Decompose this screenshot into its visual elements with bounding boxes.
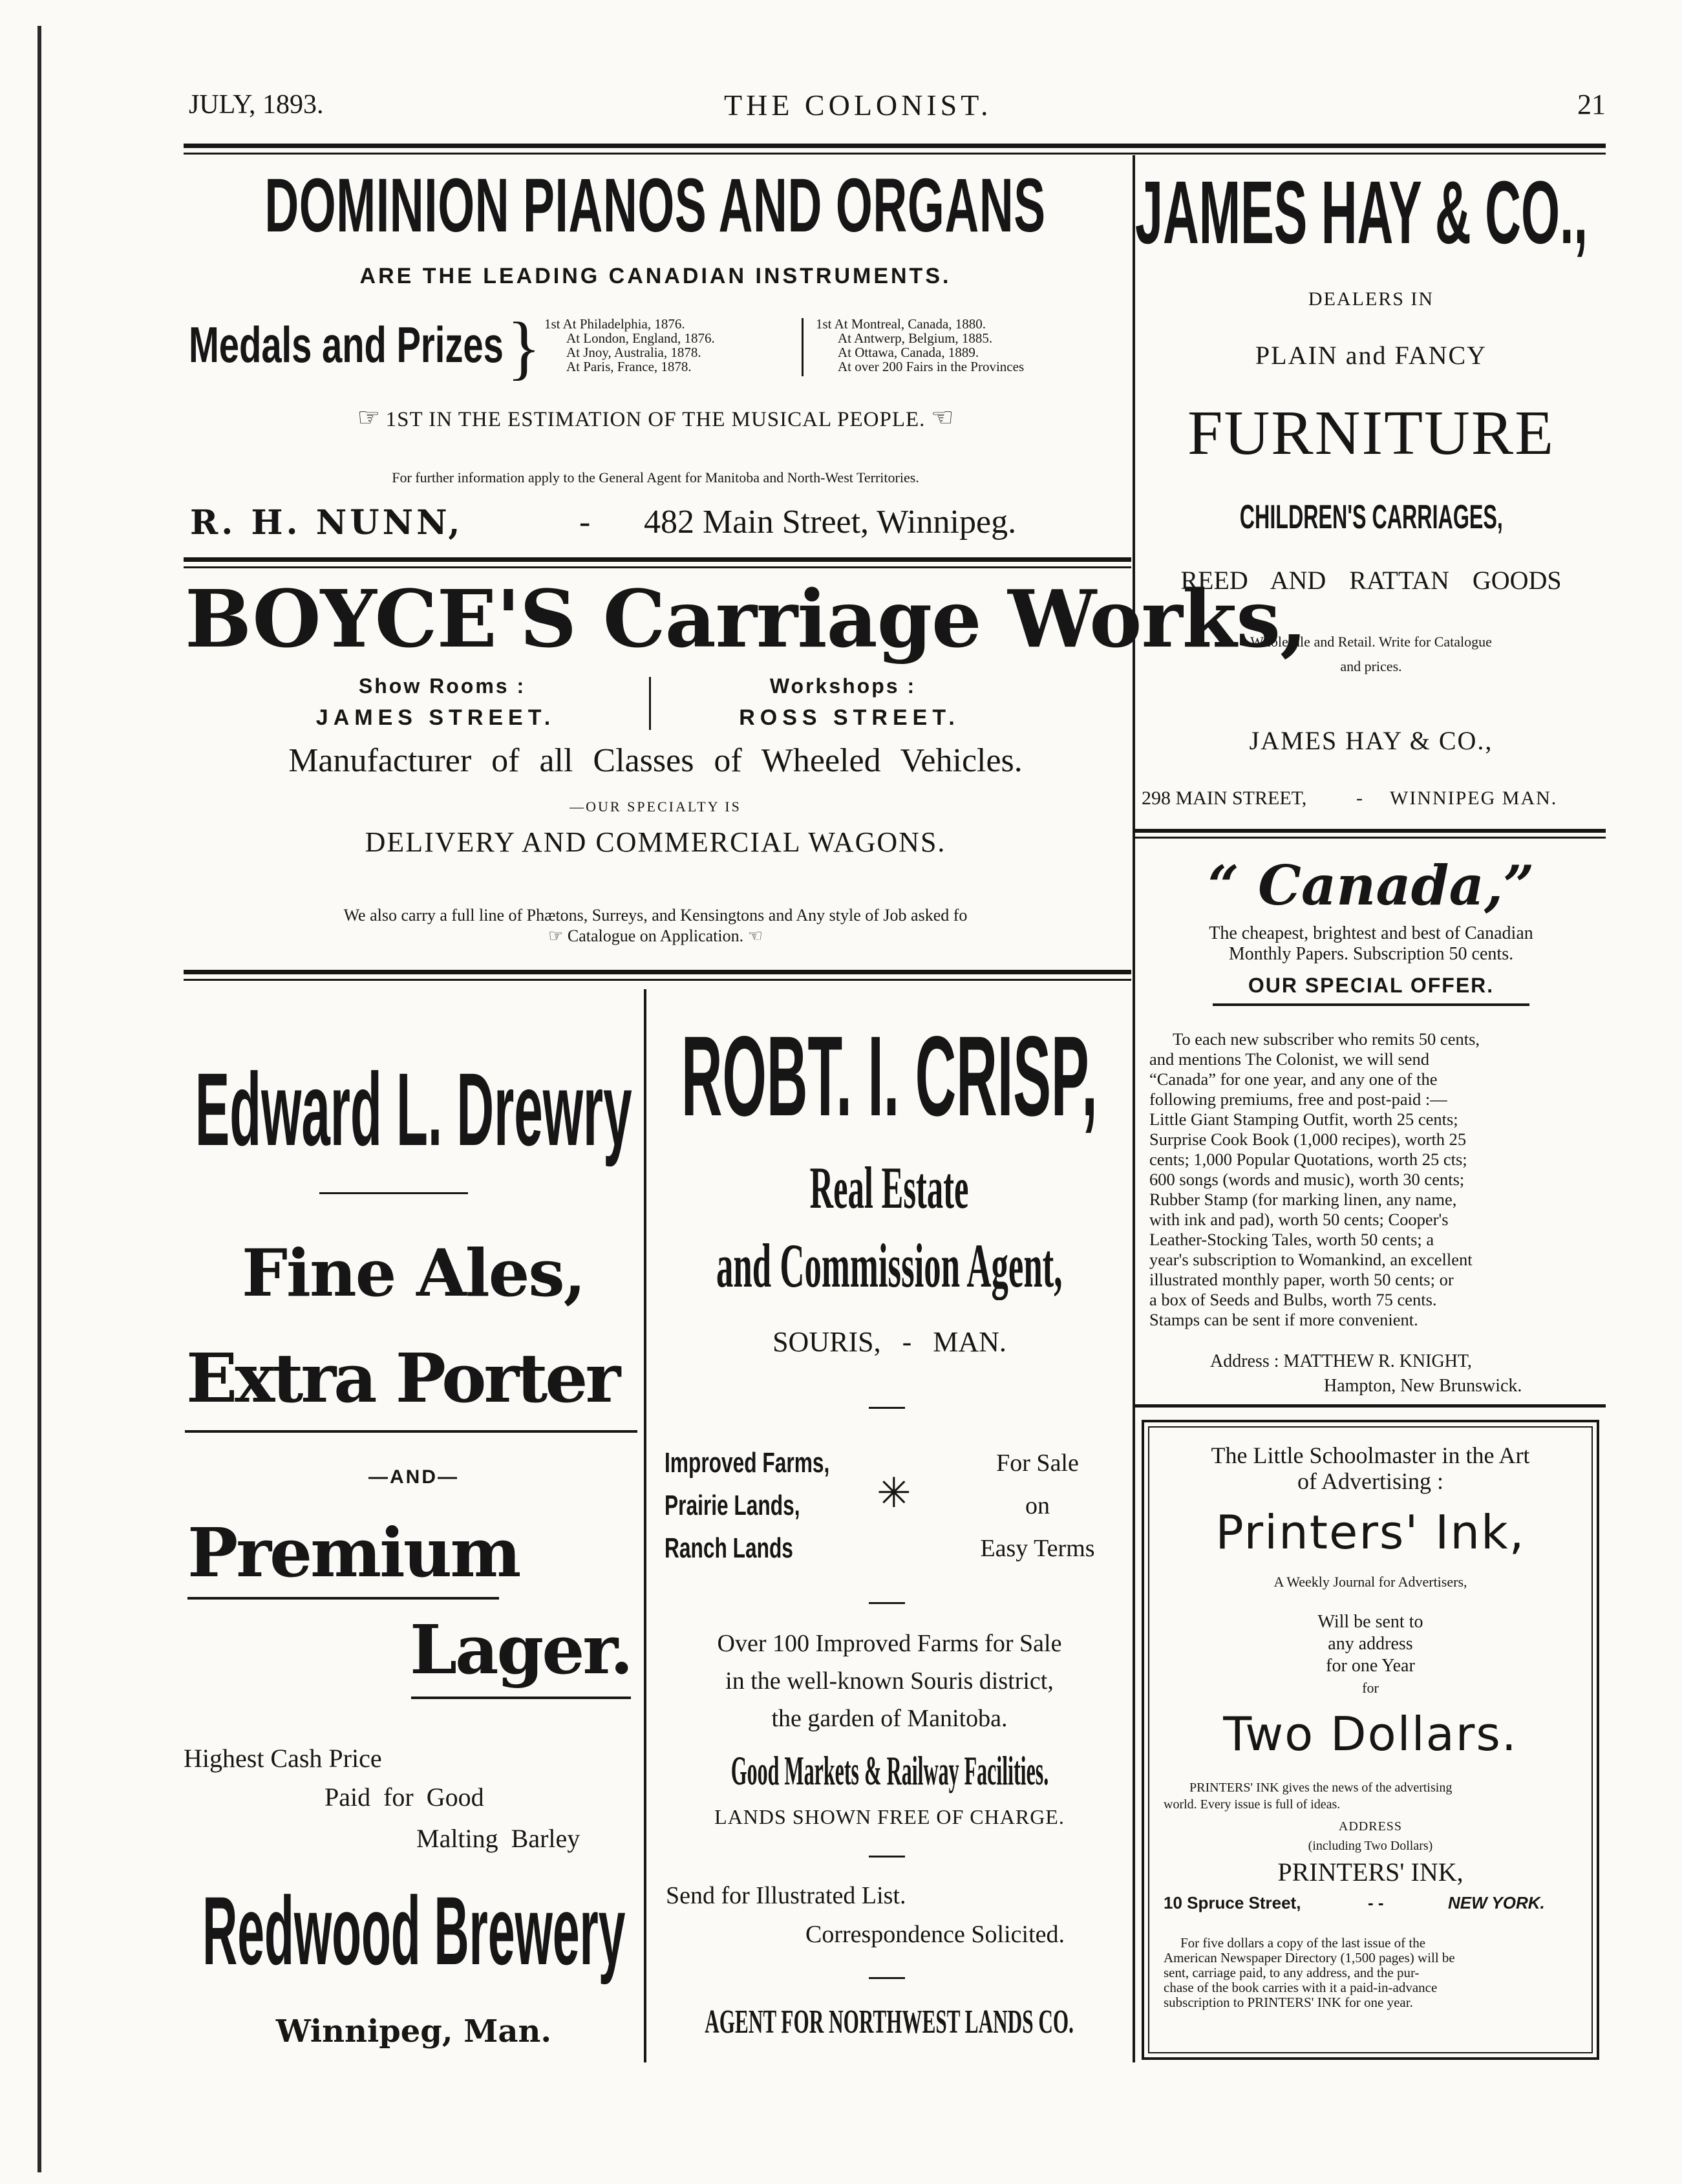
short-rule — [869, 1602, 905, 1604]
cash-line-3: Malting Barley — [416, 1824, 580, 1853]
medals-brace: } — [507, 308, 541, 387]
over-line-2: in the well-known Souris district, — [725, 1667, 1054, 1695]
page-number: 21 — [1577, 89, 1606, 120]
and-label: —AND— — [368, 1466, 459, 1488]
over-line-1: Over 100 Improved Farms for Sale — [717, 1630, 1062, 1657]
crisp-line-1: Real Estate — [810, 1155, 969, 1221]
offer-line: and mentions The Colonist, we will send — [1149, 1049, 1430, 1069]
offer-line: Stamps can be sent if more convenient. — [1149, 1310, 1418, 1329]
canada-title: “ Canada,” — [1208, 853, 1535, 917]
boyce-ad — [184, 572, 1307, 960]
offer-line: illustrated monthly paper, worth 50 cents; or — [1149, 1270, 1454, 1289]
divider-rule — [184, 979, 1131, 981]
pointing-hand-left-icon: ☜ — [747, 926, 763, 945]
divider-rule — [184, 566, 1131, 568]
lands-shown: LANDS SHOWN FREE OF CHARGE. — [714, 1805, 1065, 1828]
gives-news-1: PRINTERS' INK gives the news of the advertising — [1189, 1781, 1453, 1795]
boyce-title: BOYCE'S Carriage Works, — [185, 572, 1307, 665]
drewry-ad — [184, 989, 644, 2062]
hay-address: 298 MAIN STREET, - WINNIPEG MAN. — [1142, 787, 1558, 809]
award-item: 1st At Montreal, Canada, 1880. — [816, 316, 986, 332]
showrooms-street: JAMES STREET. — [315, 705, 556, 730]
drewry-name: Edward L. Drewry — [195, 1051, 632, 1167]
dominion-subtitle: ARE THE LEADING CANADIAN INSTRUMENTS. — [359, 264, 952, 288]
ornament-rule — [319, 1192, 468, 1194]
premium-underline — [187, 1597, 499, 1600]
crisp-line-2: and Commission Agent, — [716, 1231, 1063, 1300]
childrens-carriages: CHILDREN'S CARRIAGES, — [1239, 498, 1503, 536]
asterisk-icon: ✳ — [877, 1470, 911, 1516]
divider-rule — [1135, 837, 1606, 839]
issue-date: JULY, 1893. — [189, 90, 324, 120]
offer-line: 600 songs (words and music), worth 30 cents; — [1149, 1170, 1465, 1189]
special-offer: OUR SPECIAL OFFER. — [1248, 974, 1495, 997]
award-item: At Paris, France, 1878. — [566, 359, 692, 374]
terms-list — [944, 1442, 1131, 1570]
printers-intro-1: The Little Schoolmaster in the Art — [1211, 1442, 1530, 1468]
premium: Premium — [187, 1513, 520, 1592]
award-item: At Jnoy, Australia, 1878. — [566, 345, 701, 360]
printers-intro-2: of Advertising : — [1297, 1468, 1443, 1494]
printers-address: 10 Spruce Street, - - NEW YORK. — [1164, 1893, 1545, 1912]
printers-title: Printers' Ink, — [1215, 1505, 1526, 1559]
short-rule — [869, 1977, 905, 1979]
five-dollars-note — [1164, 1936, 1590, 2010]
furniture: FURNITURE — [1187, 398, 1555, 468]
crisp-name: ROBT. I. CRISP, — [681, 1013, 1098, 1140]
note-line: American Newspaper Directory (1,500 pages) will be — [1164, 1950, 1455, 1965]
specialty-label: —OUR SPECIALTY IS — [570, 798, 741, 815]
carry-line: We also carry a full line of Phætons, Surreys, and Kensingtons and Any style of Job asked fo — [343, 906, 968, 925]
divider-rule — [184, 970, 1131, 974]
header-rule-thin — [184, 153, 1606, 155]
divider-rule — [1135, 1404, 1606, 1408]
note-line: subscription to PRINTERS' INK for one year. — [1164, 1995, 1413, 2010]
newspaper-title: THE COLONIST. — [724, 89, 992, 122]
markets-line: Good Markets & Railway Facilities. — [730, 1748, 1049, 1793]
divider-rule — [184, 557, 1131, 562]
award-item: At Antwerp, Belgium, 1885. — [838, 330, 993, 346]
hay-ad — [1135, 162, 1607, 821]
terms-item: on — [1025, 1492, 1050, 1519]
pointing-hand-right-icon: ☞ — [548, 926, 564, 945]
awards-left-list — [544, 317, 715, 374]
canada-desc-1: The cheapest, brightest and best of Canadian — [1209, 923, 1533, 943]
offer-line: year's subscription to Womankind, an excellent — [1149, 1250, 1473, 1269]
canada-address-1: Address : MATTHEW R. KNIGHT, — [1210, 1351, 1472, 1371]
land-item: Improved Farms, — [665, 1447, 830, 1479]
including-note: (including Two Dollars) — [1308, 1839, 1433, 1853]
address-label: ADDRESS — [1338, 1819, 1403, 1834]
header-rule-thick — [184, 144, 1606, 148]
page-edge-line — [37, 26, 41, 2172]
note-line: For five dollars a copy of the last issue of the — [1180, 1935, 1426, 1951]
lager-underline — [411, 1697, 631, 1699]
dominion-title: DOMINION PIANOS AND ORGANS — [264, 163, 1047, 248]
fine-ales: Fine Ales, — [242, 1235, 585, 1311]
pointing-hand-left-icon: ☜ — [930, 403, 954, 432]
over-line-3: the garden of Manitoba. — [771, 1705, 1008, 1732]
manufacturer-line: Manufacturer of all Classes of Wheeled Vehicles. — [288, 742, 1023, 779]
offer-line: a box of Seeds and Bulbs, worth 75 cents. — [1149, 1290, 1437, 1309]
terms-item: For Sale — [996, 1450, 1079, 1477]
divider-rule — [1135, 829, 1606, 833]
plain-fancy: PLAIN and FANCY — [1255, 341, 1487, 370]
pointing-hand-right-icon: ☞ — [357, 403, 381, 432]
offer-line: following premiums, free and post-paid :— — [1149, 1089, 1447, 1109]
short-rule — [869, 1856, 905, 1857]
offer-line: “Canada” for one year, and any one of the — [1149, 1069, 1438, 1089]
crisp-ad — [646, 989, 1133, 2062]
extra-porter: Extra Porter — [186, 1338, 619, 1418]
canada-desc-2: Monthly Papers. Subscription 50 cents. — [1228, 944, 1514, 964]
note-line: sent, carriage paid, to any address, and the pur- — [1164, 1965, 1420, 1980]
further-info: For further information apply to the General Agent for Manitoba and North-West Territories. — [392, 469, 919, 486]
canada-address-2: Hampton, New Brunswick. — [1324, 1376, 1522, 1396]
lands-list — [665, 1442, 894, 1570]
offer-body — [1149, 1029, 1602, 1330]
catalogue-line: ☞ Catalogue on Application. ☜ — [548, 926, 763, 945]
terms-item: Easy Terms — [980, 1535, 1095, 1562]
wholesale-line-1: Wholesale and Retail. Write for Catalogue — [1250, 634, 1492, 650]
award-item: 1st At Philadelphia, 1876. — [544, 316, 685, 332]
award-item: At over 200 Fairs in the Provinces — [838, 359, 1025, 374]
award-item: At London, England, 1876. — [566, 330, 715, 346]
will-be-sent: Will be sent to any address for one Year for — [1317, 1612, 1423, 1696]
land-item: Ranch Lands — [665, 1532, 793, 1564]
note-line: chase of the book carries with it a paid-in-advance — [1164, 1980, 1438, 1995]
cash-line-2: Paid for Good — [325, 1783, 484, 1812]
offer-line: Surprise Cook Book (1,000 recipes), worth 25 — [1149, 1129, 1467, 1149]
porter-underline — [185, 1430, 637, 1433]
short-rule — [869, 1407, 905, 1409]
awards-right-list — [816, 317, 1024, 374]
drewry-city: Winnipeg, Man. — [275, 2013, 552, 2050]
redwood-brewery: Redwood Brewery — [202, 1876, 626, 1985]
offer-line: with ink and pad), worth 50 cents; Cooper's — [1149, 1210, 1449, 1229]
northwest-agent: AGENT FOR NORTHWEST LANDS CO. — [705, 2004, 1074, 2040]
boyce-divider — [649, 677, 651, 730]
offer-underline — [1213, 1003, 1529, 1006]
offer-line: cents; 1,000 Popular Quotations, worth 25 cts; — [1149, 1150, 1467, 1169]
correspondence: Correspondence Solicited. — [805, 1921, 1065, 1948]
lager: Lager. — [410, 1610, 632, 1689]
agent-name: R. H. NUNN, — [190, 503, 463, 542]
dealers-in: DEALERS IN — [1308, 288, 1434, 310]
hay-title: JAMES HAY & CO., — [1135, 163, 1588, 262]
gives-news-2: world. Every issue is full of ideas. — [1164, 1797, 1341, 1812]
wholesale-line-2: and prices. — [1340, 658, 1402, 674]
offer-line: Little Giant Stamping Outfit, worth 25 cents; — [1149, 1109, 1458, 1129]
estimation-line: ☞ 1ST IN THE ESTIMATION OF THE MUSICAL PEOPLE. ☜ — [357, 403, 954, 432]
hay-name-2: JAMES HAY & CO., — [1249, 726, 1493, 755]
workshops-street: ROSS STREET. — [739, 705, 960, 730]
offer-line: Rubber Stamp (for marking linen, any name, — [1149, 1190, 1457, 1209]
specialty: DELIVERY AND COMMERCIAL WAGONS. — [365, 826, 946, 858]
workshops-label: Workshops : — [769, 674, 917, 698]
offer-line: To each new subscriber who remits 50 cents, — [1173, 1029, 1480, 1049]
offer-line: Leather-Stocking Tales, worth 50 cents; a — [1149, 1230, 1434, 1249]
showrooms-label: Show Rooms : — [358, 674, 526, 698]
crisp-location: SOURIS, - MAN. — [772, 1326, 1006, 1358]
cash-line-1: Highest Cash Price — [184, 1744, 382, 1773]
two-dollars: Two Dollars. — [1223, 1707, 1518, 1761]
send-list: Send for Illustrated List. — [666, 1882, 906, 1909]
reed-rattan: REED AND RATTAN GOODS — [1180, 566, 1562, 595]
printers-ink-ad — [1142, 1420, 1599, 2060]
printers-name: PRINTERS' INK, — [1277, 1857, 1464, 1887]
dominion-ad: DOMINION PIANOS AND ORGANS ARE THE LEADING CANADIAN INSTRUMENTS. Medals and Prizes } 1st At Philadelphia, 1876. At London, England, 1876. At Jnoy, Australia, 1878. At Paris, France, 1878. 1st At Montreal, Canada, 1880. At Antwerp, Belgium, 1885. At Ottawa, Canada, 1889. At over 200 Fairs in the Provinces ☞ 1ST IN THE ESTIMATION OF THE MUSICAL PEOPLE. ☜ For further information apply to the General Agent for Manitoba and North-West Territories. R. H. NUNN, - 482 Main Street, Winnipeg. — [184, 162, 1127, 562]
medals-label: Medals and Prizes — [189, 316, 504, 373]
award-item: At Ottawa, Canada, 1889. — [838, 345, 979, 360]
awards-divider — [802, 318, 804, 376]
canada-ad — [1135, 840, 1607, 1409]
land-item: Prairie Lands, — [665, 1490, 800, 1521]
agent-address: 482 Main Street, Winnipeg. — [644, 504, 1017, 541]
weekly-journal: A Weekly Journal for Advertisers, — [1273, 1574, 1467, 1590]
